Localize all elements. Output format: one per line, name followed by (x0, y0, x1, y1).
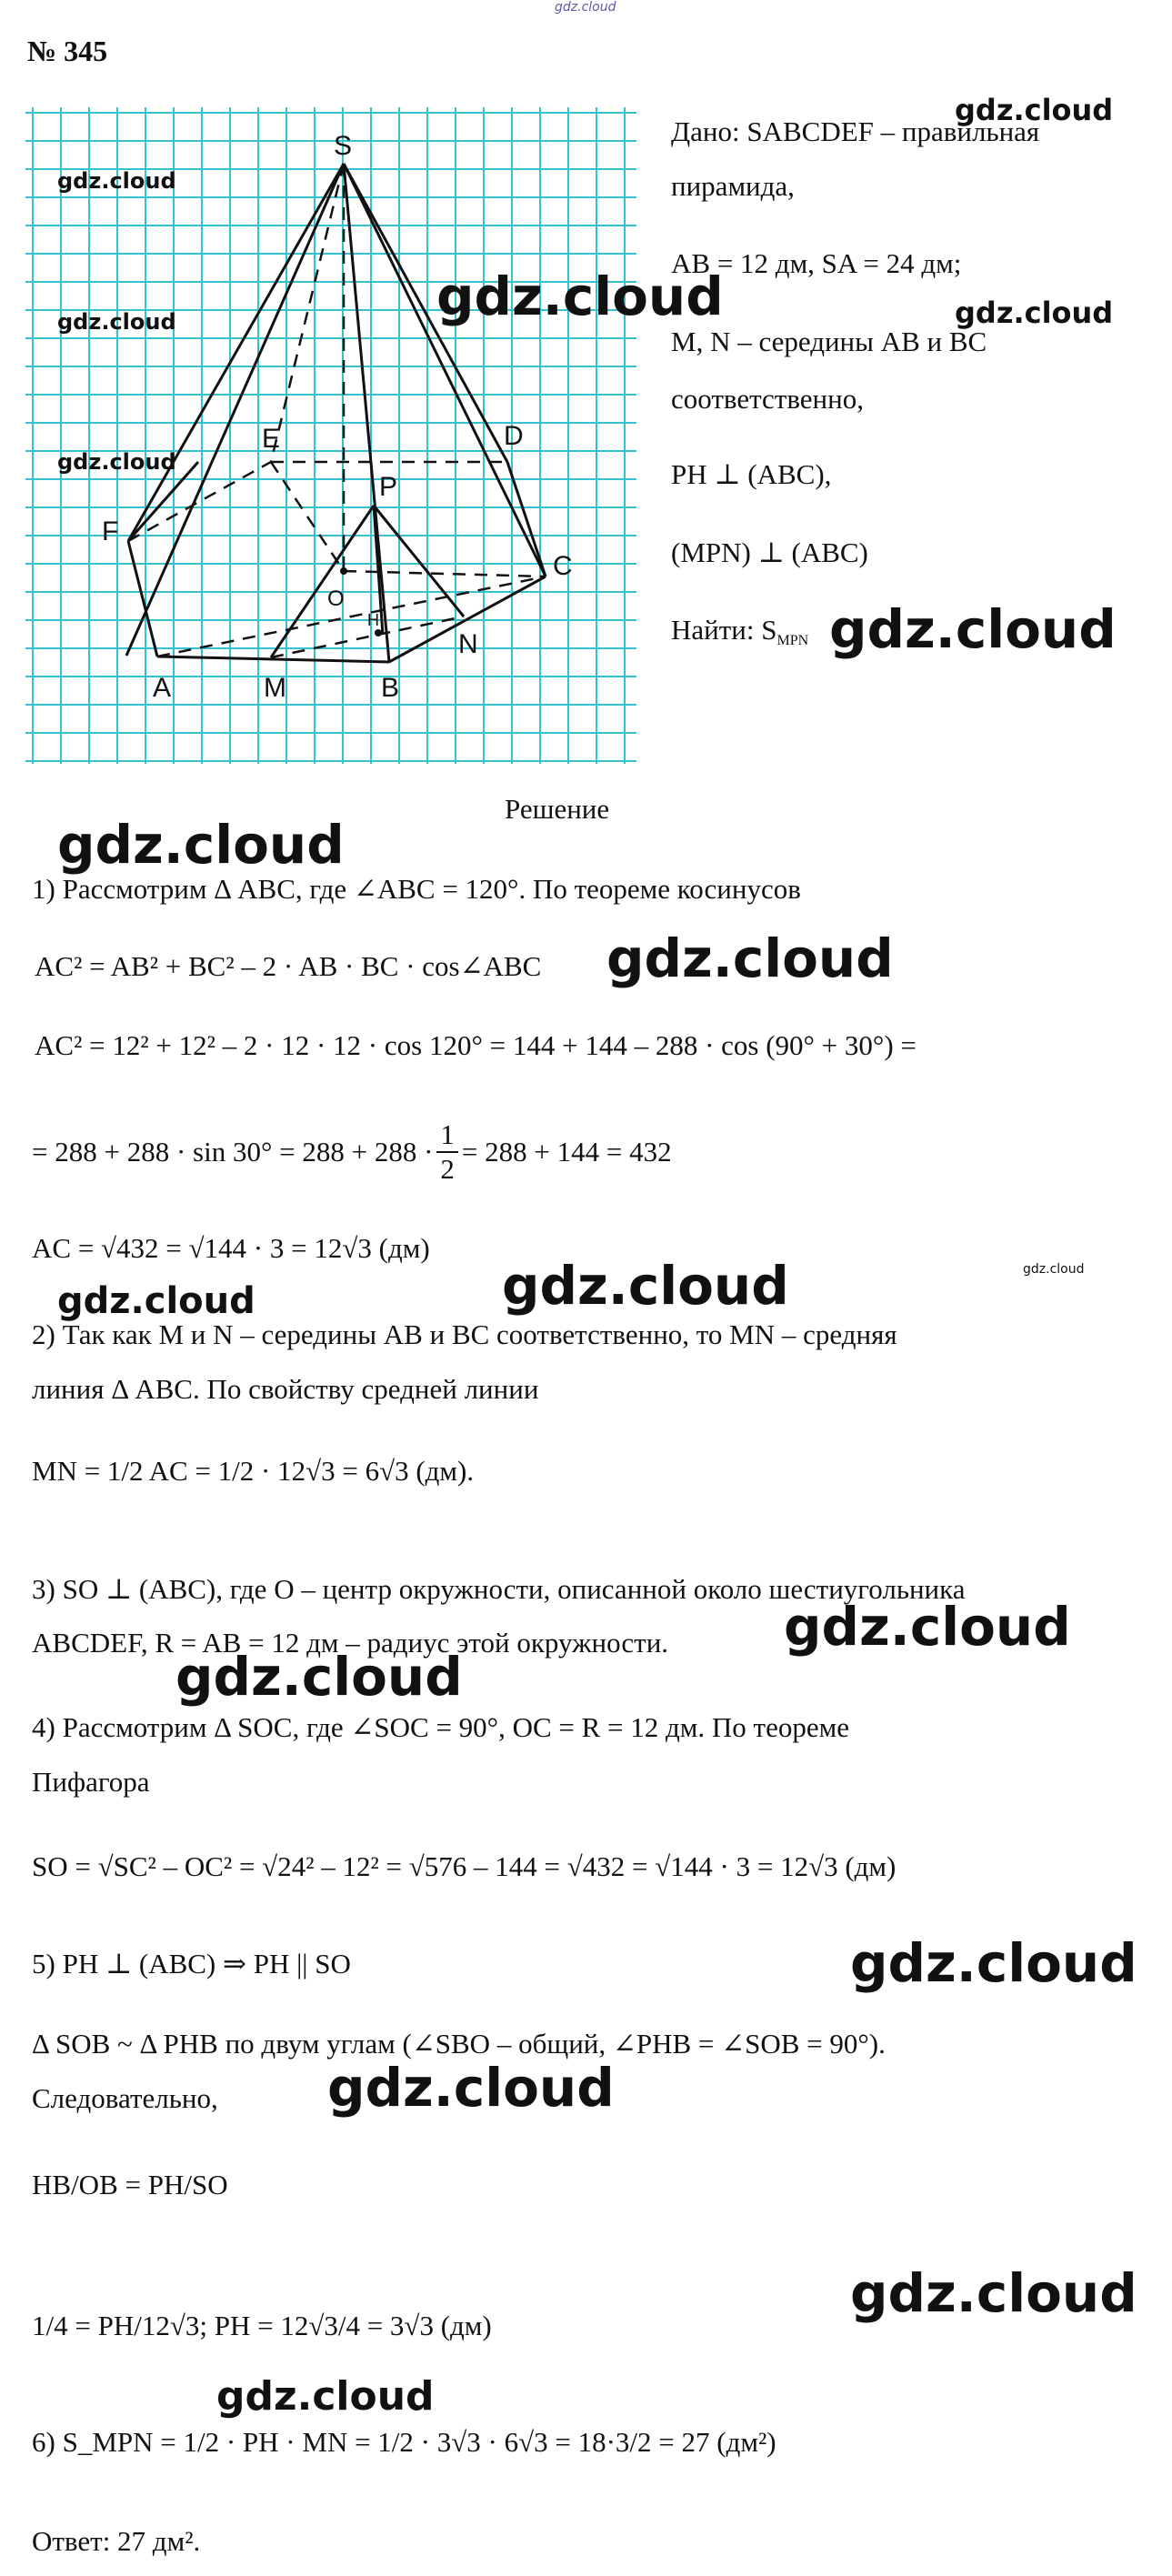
label-o: O (327, 586, 345, 611)
step4-formula: SO = √SC² – OC² = √24² – 12² = √576 – 144 = √432 = √144 · 3 = 12√3 (дм) (32, 1850, 897, 1882)
step3-line1: 3) SO ⊥ (ABC), где O – центр окружности, описанной около шестиугольника (32, 1573, 966, 1605)
step4-line1: 4) Рассмотрим Δ SOC, где ∠SOC = 90°, OC = R = 12 дм. По теореме (32, 1711, 849, 1743)
label-s: S (334, 131, 353, 161)
fraction-half: $\frac{1}{2}$ (436, 1118, 458, 1186)
watermark: gdz.cloud (436, 266, 724, 327)
watermark: gdz.cloud (1023, 1262, 1085, 1277)
watermark: gdz.cloud (502, 1255, 789, 1317)
step2-formula: MN = 1/2 AC = 1/2 · 12√3 = 6√3 (дм). (32, 1455, 475, 1487)
step1-f3b: = 288 + 144 = 432 (461, 1136, 672, 1168)
step2-line1: 2) Так как M и N – середины AB и BC соответственно, то MN – средняя (32, 1318, 897, 1350)
step6-formula: 6) S_MPN = 1/2 · PH · MN = 1/2 · 3√3 · 6√3 = 18·3/2 = 27 (дм²) (32, 2426, 776, 2458)
step5-line3: Следовательно, (32, 2082, 218, 2114)
step5-calc: 1/4 = PH/12√3; PH = 12√3/4 = 3√3 (дм) (32, 2310, 492, 2341)
given-line-3: AB = 12 дм, SA = 24 дм; (671, 247, 962, 279)
pyramid-diagram (25, 107, 636, 764)
step3-line2: ABCDEF, R = AB = 12 дм – радиус этой окружности. (32, 1627, 669, 1659)
label-f: F (102, 516, 119, 546)
step5-line2: Δ SOB ~ Δ PHB по двум углам (∠SBO – общий, ∠PHB = ∠SOB = 90°). (32, 2028, 886, 2060)
watermark: gdz.cloud (955, 93, 1114, 127)
given-line-7: (MPN) ⊥ (ABC) (671, 536, 868, 568)
find-label: Найти: S (671, 614, 777, 646)
label-e: E (262, 424, 281, 454)
watermark: gdz.cloud (216, 2373, 435, 2420)
given-line-6: PH ⊥ (ABC), (671, 458, 832, 490)
answer: Ответ: 27 дм². (32, 2525, 201, 2557)
step1-formula-1: AC² = AB² + BC² – 2 · AB · BC · cos∠ABC (35, 950, 542, 982)
given-line-1: Дано: SABCDEF – правильная (671, 115, 1040, 147)
label-c: C (553, 551, 573, 581)
watermark: gdz.cloud (784, 1596, 1071, 1658)
given-line-2: пирамида, (671, 170, 795, 202)
watermark: gdz.cloud (606, 927, 894, 989)
watermark: gdz.cloud (57, 449, 176, 475)
solution-title: Решение (505, 793, 610, 825)
step1-formula-4: AC = √432 = √144 · 3 = 12√3 (дм) (32, 1232, 430, 1264)
step1-f3a: = 288 + 288 · sin 30° = 288 + 288 · (32, 1136, 434, 1168)
watermark: gdz.cloud (57, 168, 176, 194)
label-b: B (381, 673, 400, 703)
label-d: D (504, 421, 524, 451)
step1-formula-2: AC² = 12² + 12² – 2 · 12 · 12 · cos 120° = 144 + 144 – 288 · cos (90° + 30°) = (35, 1029, 917, 1061)
step5-line1: 5) PH ⊥ (ABC) ⇒ PH || SO (32, 1948, 351, 1980)
step4-line2: Пифагора (32, 1766, 150, 1798)
point-h (375, 629, 382, 636)
step2-line2: линия Δ ABC. По свойству средней линии (32, 1373, 539, 1405)
watermark: gdz.cloud (829, 598, 1117, 660)
watermark: gdz.cloud (57, 1280, 255, 1322)
grid (25, 107, 636, 764)
label-m: M (264, 673, 286, 703)
watermark: gdz.cloud (57, 814, 345, 876)
step1-text: 1) Рассмотрим Δ ABC, где ∠ABC = 120°. По теореме косинусов (32, 873, 801, 905)
step5-proportion: HB/OB = PH/SO (32, 2169, 228, 2200)
watermark: gdz.cloud (850, 2262, 1137, 2324)
watermark: gdz.cloud (955, 296, 1114, 330)
watermark: gdz.cloud (57, 309, 176, 335)
find-line (671, 612, 808, 659)
label-h: H (367, 611, 379, 629)
label-n: N (458, 629, 478, 659)
watermark: gdz.cloud (850, 1932, 1137, 1994)
label-a: A (153, 673, 172, 703)
top-watermark: gdz.cloud (555, 0, 616, 15)
given-line-5: соответственно, (671, 383, 864, 415)
step1-formula-3 (32, 1118, 672, 1186)
find-sub: MPN (776, 633, 809, 648)
watermark: gdz.cloud (327, 2057, 615, 2119)
point-o (340, 567, 347, 575)
given-line-4: M, N – середины AB и BC (671, 326, 987, 357)
problem-number: № 345 (27, 35, 108, 67)
label-p: P (379, 472, 398, 502)
watermark: gdz.cloud (175, 1646, 463, 1708)
